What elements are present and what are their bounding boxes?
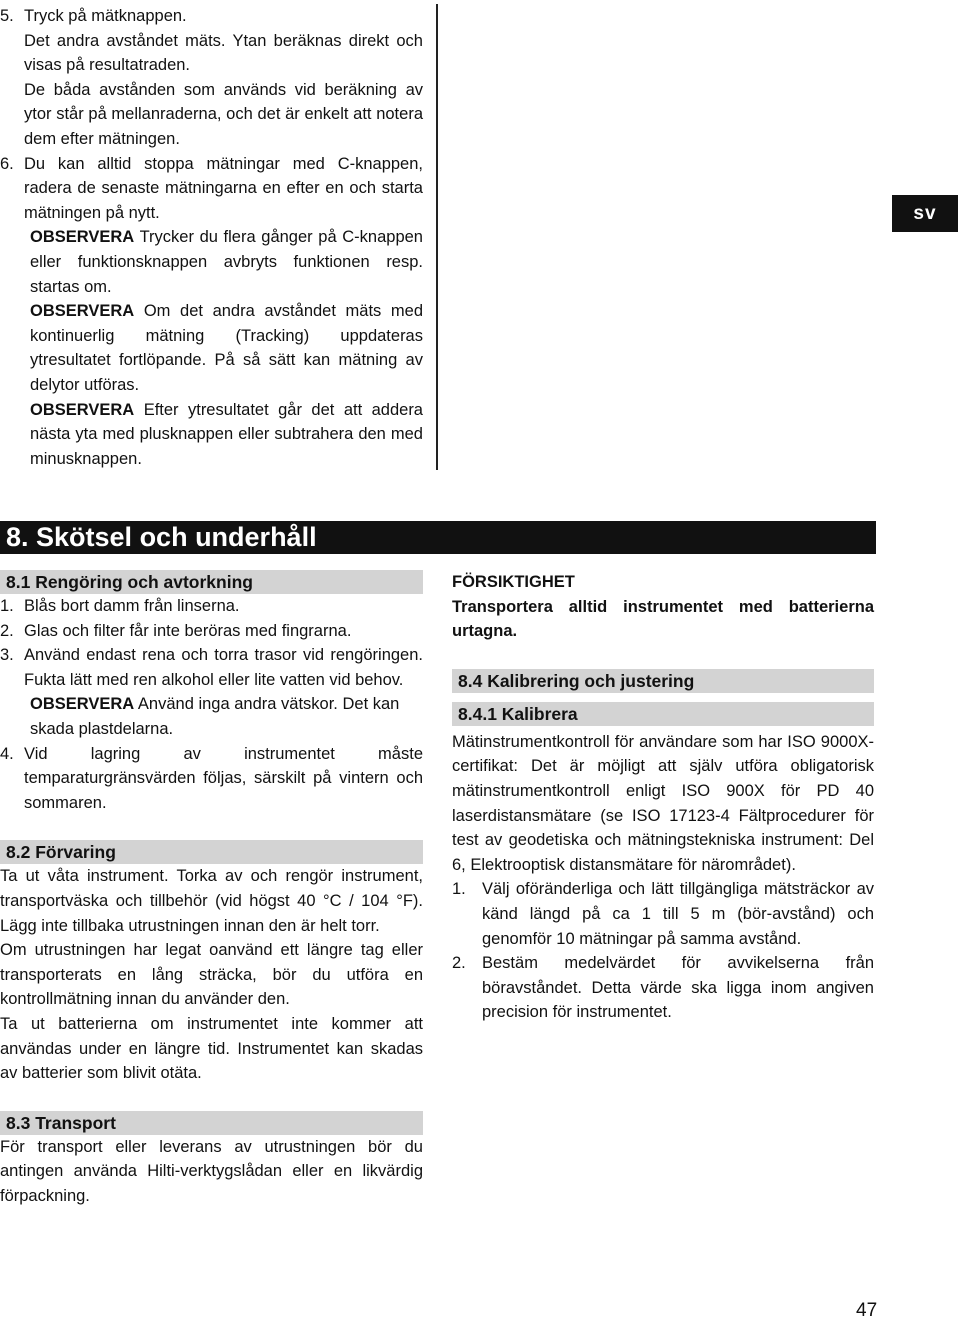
section-heading-8-3: 8.3 Transport [0,1111,423,1135]
step-6 [0,152,423,226]
note-text: Trycker du flera gånger på C-knappen eller funktionsknappen avbryts funktionen resp. startas om. [30,228,423,296]
list-number: 2. [452,954,466,973]
note [0,225,423,299]
step-text: Du kan alltid stoppa mätningar med C-knappen, radera de senaste mätningarna en efter en och starta mätningen på nytt. [24,154,423,222]
step-text: De båda avstånden som används vid beräkning av ytor står på mellanraderna, och det är enkelt att notera dem efter mätningen. [24,80,423,148]
list-number: 2. [0,621,14,640]
left-column [0,570,423,1208]
list-item [0,619,423,644]
note-label: OBSERVERA [30,400,135,419]
paragraph: För transport eller leverans av utrustningen bör du antingen använda Hilti-verktygslådan eller en likvärdig förpackning. [0,1137,423,1205]
step-5 [0,4,423,152]
list-number: 1. [0,597,14,615]
list-item [0,742,423,816]
caution-text: Transportera alltid instrumentet med batterierna urtagna. [452,597,874,641]
paragraph: Om utrustningen har legat oanvänd ett längre tag eller transporterats en lång sträcka, bör du utföra en kontrollmätning innan du använder den. [0,941,423,1009]
paragraph: Ta ut batterierna om instrumentet inte kommer att användas under en längre tid. Instrumentet kan skadas av batterier som blivit otäta. [0,1014,423,1083]
step-number: 6. [0,154,14,173]
top-column [0,4,423,471]
list-item [0,643,423,692]
note [0,299,423,397]
note-text: Använd inga andra vätskor. Det kan skada plastdelarna. [30,695,400,738]
list-text: Använd endast rena och torra trasor vid rengöringen. Fukta lätt med ren alkohol eller lite vatten vid behov. [24,646,423,689]
note-text: Efter ytresultatet går det att addera nästa yta med plusknappen eller subtrahera den med minusknappen. [30,400,423,468]
note-label: OBSERVERA [30,302,135,321]
section-heading-8-2: 8.2 Förvaring [0,840,423,864]
step-text: Tryck på mätknappen. [24,7,187,25]
section-heading-8-1: 8.1 Rengöring och avtorkning [0,570,423,594]
list-text: Bestäm medelvärdet för avvikelserna från böravståndet. Detta värde ska ligga inom angiven precision för instrumentet. [482,954,874,1022]
list-text: Välj oföränderliga och lätt tillgängliga mätsträckor av känd längd på ca 1 till 5 m (bör-avstånd) och genomför 10 mätningar på samma avstånd. [482,880,874,948]
caution-title: FÖRSIKTIGHET [452,573,575,591]
list-text: Glas och filter får inte beröras med fingrarna. [24,621,352,640]
note-label: OBSERVERA [30,228,135,247]
step-number: 5. [0,7,14,25]
paragraph: Mätinstrumentkontroll för användare som har ISO 9000X-certifikat: Det är möjligt att själv utföra obligatorisk mätinstrumentkontroll enligt ISO 900X för PD 40 laserdistansmätare (se ISO 17123-4 Fältprocedurer för test av geodetiska och mätningstekniska instrument: Del 6, Elektrooptisk distansmätare för närområdet). [452,732,874,874]
list-number: 4. [0,744,14,763]
chapter-title: 8. Skötsel och underhåll [0,521,876,554]
list-number: 3. [0,646,14,665]
step-text: Det andra avståndet mäts. Ytan beräknas direkt och visas på resultatraden. [24,31,423,75]
list-item [0,594,423,619]
page-number: 47 [856,1300,878,1321]
right-column [452,570,874,1025]
note-text: Om det andra avståndet mäts med kontinuerlig mätning (Tracking) uppdateras ytresultatet fortlöpande. På så sätt kan mätning av delytor utföras. [30,302,423,394]
section-heading-8-4: 8.4 Kalibrering och justering [452,669,874,693]
paragraph: Ta ut våta instrument. Torka av och rengör instrument, transportväska och tillbehör (vid högst 40 °C / 104 °F). Lägg inte tillbaka utrustningen innan den är helt torr. [0,867,423,935]
change-bar [436,4,438,470]
list-item [452,877,874,951]
list-number: 1. [452,880,466,899]
list-item [452,951,874,1025]
list-text: Blås bort damm från linserna. [24,597,240,615]
language-tab: sv [892,195,958,232]
section-heading-8-4-1: 8.4.1 Kalibrera [452,702,874,726]
note [0,398,423,472]
list-text: Vid lagring av instrumentet måste temparaturgränsvärden följas, särskilt på vintern och sommaren. [24,744,423,812]
note-label: OBSERVERA [30,695,135,714]
note [0,692,423,741]
